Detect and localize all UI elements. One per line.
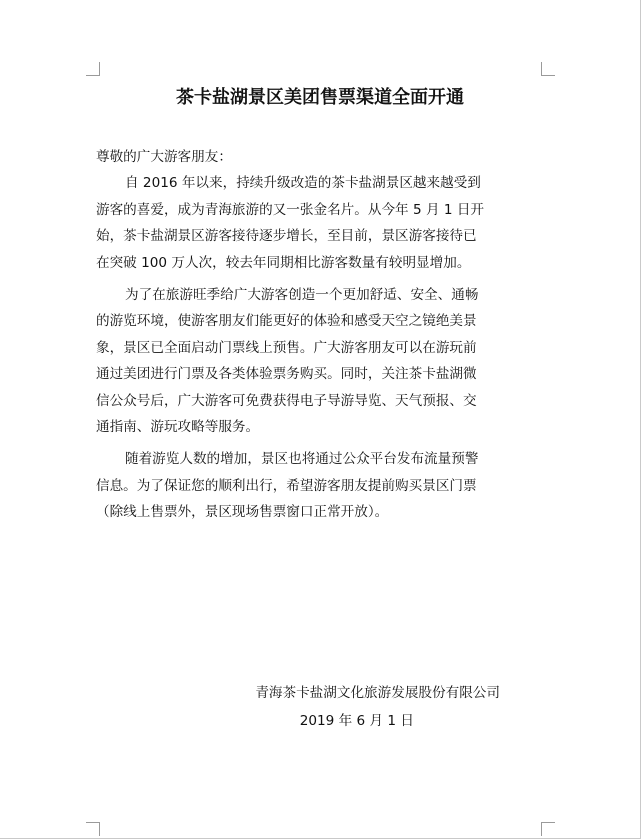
document-body [96,144,556,525]
crop-mark-top-left [86,62,100,76]
paragraph-line: 通指南、游玩攻略等服务。 [96,418,260,435]
paragraph-line: 自 2016 年以来，持续升级改造的茶卡盐湖景区越来越受到 [125,175,481,192]
paragraph-line: 游客的喜爱，成为青海旅游的又一张金名片。从今年 5 月 1 日开 [96,201,485,218]
crop-mark-bottom-left [86,822,100,836]
paragraph-line: 信息。为了保证您的顺利出行，希望游客朋友提前购买景区门票 [96,477,477,494]
paragraph-line: 为了在旅游旺季给广大游客创造一个更加舒适、安全、通畅 [125,286,479,303]
paragraph-line: 随着游览人数的增加，景区也将通过公众平台发布流量预警 [125,451,479,468]
paragraph-line: 的游览环境，使游客朋友们能更好的体验和感受天空之镜绝美景 [96,313,477,330]
paragraph-line: 信公众号后，广大游客可免费获得电子导游导览、天气预报、交 [96,392,477,409]
paragraph-line: 象，景区已全面启动门票线上预售。广大游客朋友可以在游玩前 [96,339,477,356]
crop-mark-bottom-right [541,822,555,836]
salutation: 尊敬的广大游客朋友： [96,149,232,165]
paragraph-line: 在突破 100 万人次，较去年同期相比游客数量有较明显增加。 [96,254,471,271]
paragraph-line: 始，茶卡盐湖景区游客接待逐步增长，至目前，景区游客接待已 [96,228,477,245]
paragraph-2 [96,282,556,440]
paragraph-line: （除线上售票外，景区现场售票窗口正常开放）。 [96,504,389,521]
paragraph-1 [96,170,556,276]
crop-mark-top-right [541,62,555,76]
document-title: 茶卡盐湖景区美团售票渠道全面开通 [176,87,464,108]
signature-organization: 青海茶卡盐湖文化旅游发展股份有限公司 [255,685,500,701]
signature-date: 2019 年 6 月 1 日 [299,713,414,729]
paragraph-line: 通过美团进行门票及各类体验票务购买。同时，关注茶卡盐湖微 [96,366,477,383]
paragraph-3 [96,446,556,525]
